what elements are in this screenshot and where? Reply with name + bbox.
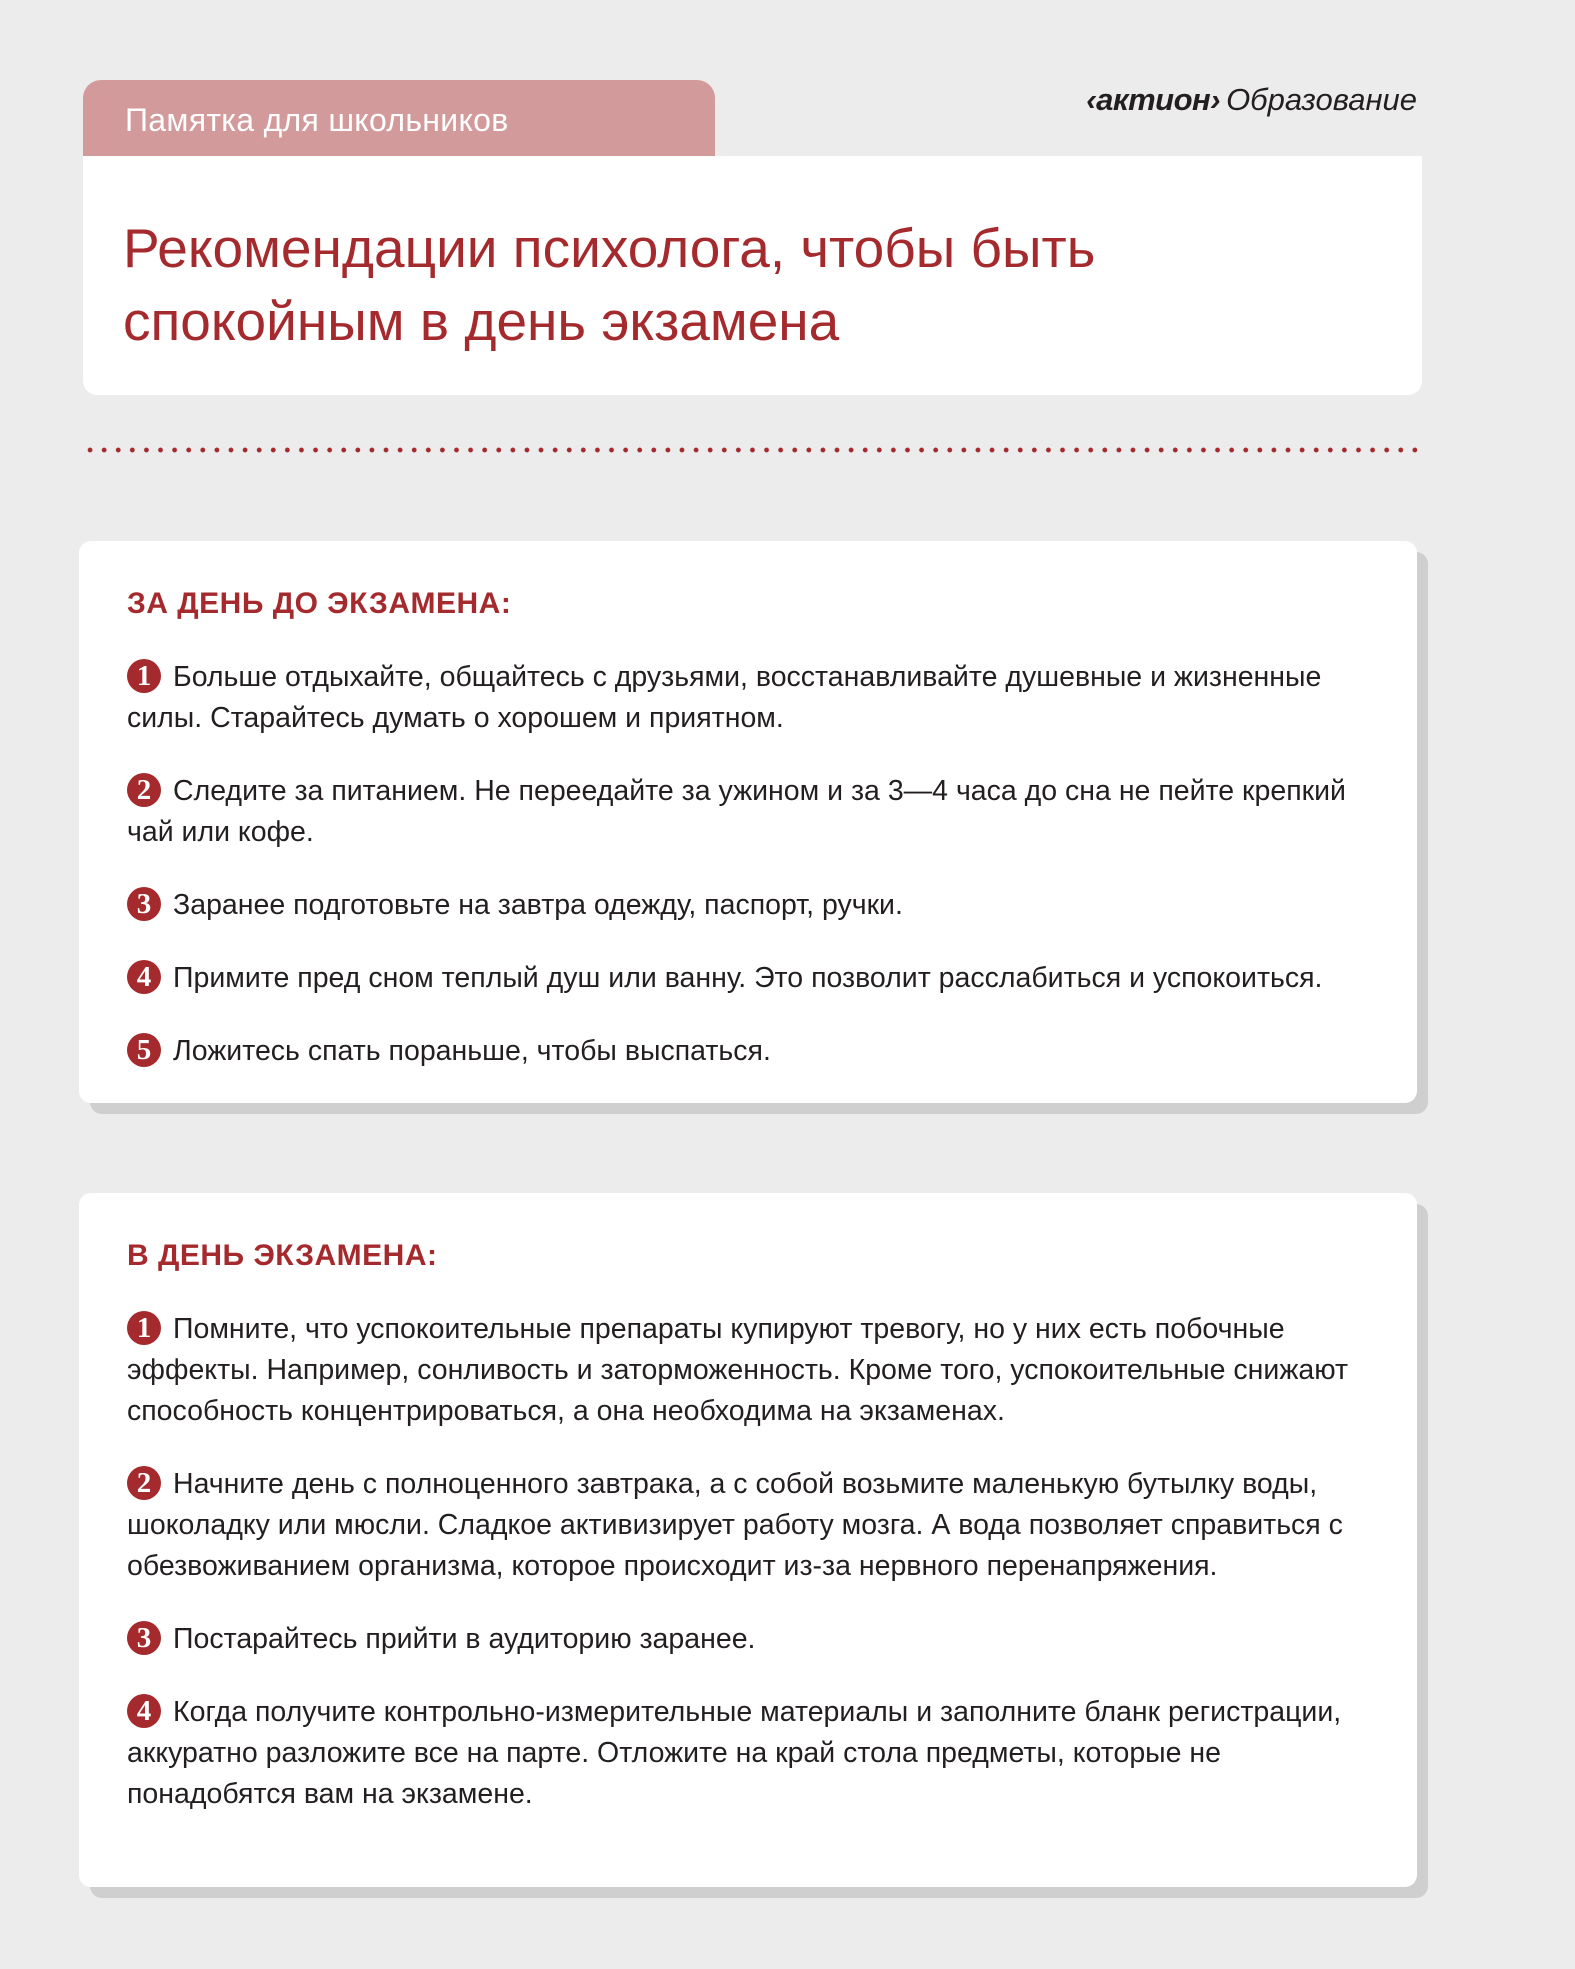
list-item (127, 1031, 1377, 1072)
section-day-before (79, 541, 1417, 1103)
list-item (127, 771, 1377, 853)
item-text: Следите за питанием. Не переедайте за ужином и за 3—4 часа до сна не пейте крепкий чай или кофе. (127, 775, 1346, 848)
list-item (127, 1619, 1377, 1660)
section-title: ЗА ДЕНЬ ДО ЭКЗАМЕНА: (127, 587, 512, 620)
number-badge-icon: 3 (127, 887, 161, 921)
list-item (127, 958, 1377, 999)
number-badge-icon: 4 (127, 1694, 161, 1728)
item-text: Начните день с полноценного завтрака, а с собой возьмите маленькую бутылку воды, шоколадку или мюсли. Сладкое активизирует работу мозга. А вода позволяет справиться с обезвоживанием организма, которое происходит из-за нервного перенапряжения. (127, 1468, 1343, 1582)
number-badge-icon: 1 (127, 659, 161, 693)
list-item (127, 657, 1377, 739)
list-item (127, 1464, 1377, 1587)
memo-tag: Памятка для школьников (83, 80, 715, 156)
item-text: Постарайтесь прийти в аудиторию заранее. (173, 1623, 756, 1655)
number-badge-icon: 2 (127, 1466, 161, 1500)
section-exam-day (79, 1193, 1417, 1887)
number-badge-icon: 3 (127, 1621, 161, 1655)
tips-list (127, 1309, 1377, 1815)
item-text: Когда получите контрольно-измерительные материалы и заполните бланк регистрации, аккуратно разложите все на парте. Отложите на край стола предметы, которые не понадобятся вам на экзамене. (127, 1696, 1342, 1810)
brand-mark: ‹актион› (1086, 82, 1221, 117)
title-card (83, 156, 1422, 395)
tips-list (127, 657, 1377, 1072)
number-badge-icon: 2 (127, 773, 161, 807)
item-text: Примите пред сном теплый душ или ванну. Это позволит расслабиться и успокоиться. (173, 962, 1323, 994)
list-item (127, 885, 1377, 926)
list-item (127, 1692, 1377, 1815)
item-text: Больше отдыхайте, общайтесь с друзьями, восстанавливайте душевные и жизненные силы. Старайтесь думать о хорошем и приятном. (127, 661, 1322, 734)
brand-sub: Образование (1226, 82, 1417, 117)
number-badge-icon: 4 (127, 960, 161, 994)
number-badge-icon: 5 (127, 1033, 161, 1067)
item-text: Помните, что успокоительные препараты купируют тревогу, но у них есть побочные эффекты. Например, сонливость и заторможенность. Кроме того, успокоительные снижают способность концентрироваться, а она необходима на экзаменах. (127, 1313, 1349, 1427)
dotted-divider (83, 446, 1422, 454)
page-title: Рекомендации психолога, чтобы быть спокойным в день экзамена (123, 217, 1096, 352)
list-item (127, 1309, 1377, 1432)
number-badge-icon: 1 (127, 1311, 161, 1345)
section-title: В ДЕНЬ ЭКЗАМЕНА: (127, 1239, 438, 1272)
brand-logo (1086, 82, 1417, 118)
item-text: Заранее подготовьте на завтра одежду, паспорт, ручки. (173, 889, 903, 921)
item-text: Ложитесь спать пораньше, чтобы выспаться. (173, 1035, 771, 1067)
